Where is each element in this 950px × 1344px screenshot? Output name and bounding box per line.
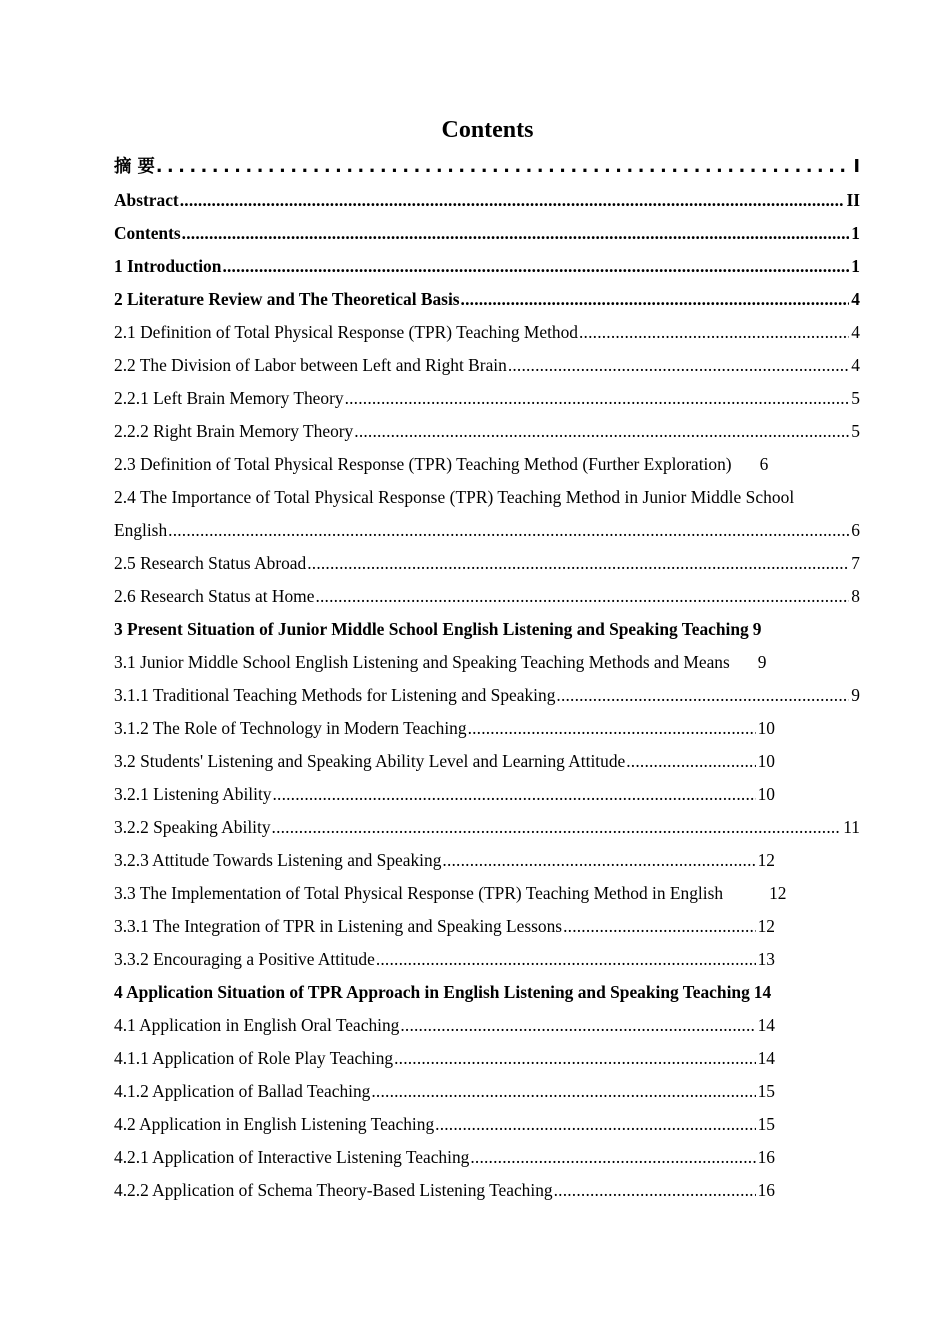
toc-entry <box>114 910 775 943</box>
toc-entry <box>114 217 860 250</box>
dot-leader <box>307 547 849 580</box>
toc-entry-title: 4.1 Application in English Oral Teaching <box>114 1015 400 1035</box>
toc-page-number: 13 <box>757 949 775 969</box>
toc-page-number: 10 <box>757 784 775 804</box>
toc-entry <box>114 184 860 217</box>
toc-page-number: 14 <box>757 1015 775 1035</box>
toc-entry-title: 2.1 Definition of Total Physical Response (TPR) Teaching Method <box>114 322 578 342</box>
dot-leader <box>468 712 756 745</box>
toc-page-number: II <box>846 190 860 210</box>
dot-leader <box>371 1075 755 1108</box>
dot-leader <box>461 283 850 316</box>
table-of-contents <box>114 151 874 1207</box>
toc-entry-title: 2.2.2 Right Brain Memory Theory <box>114 421 354 441</box>
toc-entry <box>114 448 874 481</box>
dot-leader <box>156 151 852 184</box>
toc-entry-title: 3.1.1 Traditional Teaching Methods for Listening and Speaking <box>114 685 556 705</box>
toc-entry <box>114 943 775 976</box>
toc-entry-title: 3.3.1 The Integration of TPR in Listening and Speaking Lessons <box>114 916 563 936</box>
toc-entry-title: 3.1.2 The Role of Technology in Modern Teaching <box>114 718 467 738</box>
toc-entry-title: 3.2.3 Attitude Towards Listening and Speaking <box>114 850 442 870</box>
toc-page-number: 12 <box>757 850 775 870</box>
toc-entry-title: 2.2.1 Left Brain Memory Theory <box>114 388 344 408</box>
toc-entry <box>114 1141 775 1174</box>
toc-entry <box>114 976 874 1009</box>
toc-page-number: 12 <box>769 883 787 903</box>
toc-page-number: 11 <box>843 817 860 837</box>
toc-page-number: 6 <box>851 520 860 540</box>
toc-entry <box>114 151 860 184</box>
toc-entry <box>114 514 860 547</box>
toc-page-number: 4 <box>851 355 860 375</box>
toc-entry-title: 4.2 Application in English Listening Teaching <box>114 1114 435 1134</box>
dot-leader <box>563 910 756 943</box>
toc-page-number: 16 <box>757 1147 775 1167</box>
toc-entry <box>114 877 874 910</box>
dot-leader <box>272 811 842 844</box>
toc-page-number: 10 <box>757 718 775 738</box>
toc-entry-title: 4.2.1 Application of Interactive Listening Teaching <box>114 1147 470 1167</box>
toc-entry-title: 3.1 Junior Middle School English Listening and Speaking Teaching Methods and Means <box>114 652 730 672</box>
toc-page-number: 8 <box>851 586 860 606</box>
dot-leader <box>315 580 849 613</box>
toc-page-number: 14 <box>757 1048 775 1068</box>
toc-entry-title: 4.1.2 Application of Ballad Teaching <box>114 1081 371 1101</box>
toc-page-number: I <box>853 157 860 177</box>
toc-page-number: 10 <box>757 751 775 771</box>
dot-leader <box>554 1174 756 1207</box>
toc-entry <box>114 613 874 646</box>
dot-leader <box>626 745 755 778</box>
toc-page-number: 6 <box>759 454 769 474</box>
toc-entry <box>114 811 860 844</box>
toc-page-number: 4 <box>851 322 860 342</box>
toc-entry-title: 2.3 Definition of Total Physical Response (TPR) Teaching Method (Further Exploration) <box>114 454 732 474</box>
toc-entry <box>114 1009 775 1042</box>
toc-entry-title: 3.2.1 Listening Ability <box>114 784 272 804</box>
dot-leader <box>222 250 849 283</box>
toc-entry-title: 1 Introduction <box>114 256 222 276</box>
toc-entry <box>114 646 874 679</box>
toc-entry <box>114 481 874 514</box>
dot-leader <box>180 184 845 217</box>
dot-leader <box>345 382 850 415</box>
dot-leader <box>435 1108 755 1141</box>
toc-entry-title: English <box>114 520 168 540</box>
toc-entry-title: 摘 要 <box>114 157 155 177</box>
toc-entry-title: Abstract <box>114 190 179 210</box>
toc-entry-title: 3.2 Students' Listening and Speaking Ability Level and Learning Attitude <box>114 751 626 771</box>
dot-leader <box>168 514 849 547</box>
toc-page-number: 15 <box>757 1081 775 1101</box>
toc-entry-title: 3.3 The Implementation of Total Physical Response (TPR) Teaching Method in English <box>114 883 724 903</box>
toc-page-number: 9 <box>752 619 762 639</box>
toc-entry <box>114 844 775 877</box>
page-title: Contents <box>441 117 534 143</box>
toc-entry <box>114 415 860 448</box>
toc-entry <box>114 547 860 580</box>
dot-leader <box>394 1042 756 1075</box>
dot-leader <box>182 217 850 250</box>
toc-entry <box>114 778 775 811</box>
dot-leader <box>579 316 849 349</box>
toc-entry-title: Contents <box>114 223 181 243</box>
toc-entry-title: 2.6 Research Status at Home <box>114 586 315 606</box>
toc-entry-title: 4 Application Situation of TPR Approach in English Listening and Speaking Teaching <box>114 982 750 1002</box>
toc-entry-title: 2.2 The Division of Labor between Left and Right Brain <box>114 355 507 375</box>
toc-entry <box>114 1042 775 1075</box>
toc-entry <box>114 1174 775 1207</box>
toc-entry <box>114 745 775 778</box>
toc-entry-title: 2.4 The Importance of Total Physical Response (TPR) Teaching Method in Junior Middle School <box>114 487 795 507</box>
toc-entry-title: 2.5 Research Status Abroad <box>114 553 307 573</box>
toc-entry <box>114 580 860 613</box>
toc-entry <box>114 712 775 745</box>
toc-entry <box>114 316 860 349</box>
dot-leader <box>556 679 849 712</box>
toc-page-number: 1 <box>851 256 860 276</box>
toc-page-number: 15 <box>757 1114 775 1134</box>
dot-leader <box>376 943 756 976</box>
toc-page-number: 9 <box>851 685 860 705</box>
toc-entry <box>114 250 860 283</box>
toc-entry-title: 2 Literature Review and The Theoretical Basis <box>114 289 460 309</box>
toc-entry <box>114 349 860 382</box>
toc-entry-title: 3.2.2 Speaking Ability <box>114 817 271 837</box>
dot-leader <box>400 1009 755 1042</box>
toc-page-number: 5 <box>851 421 860 441</box>
toc-entry <box>114 1075 775 1108</box>
dot-leader <box>354 415 849 448</box>
toc-entry-title: 3.3.2 Encouraging a Positive Attitude <box>114 949 375 969</box>
toc-page-number: 4 <box>851 289 860 309</box>
toc-page-number: 16 <box>757 1180 775 1200</box>
toc-page-number: 7 <box>851 553 860 573</box>
toc-entry-title: 4.2.2 Application of Schema Theory-Based Listening Teaching <box>114 1180 553 1200</box>
dot-leader <box>470 1141 755 1174</box>
dot-leader <box>442 844 755 877</box>
toc-page-number: 14 <box>753 982 772 1002</box>
dot-leader <box>508 349 849 382</box>
toc-entry <box>114 382 860 415</box>
toc-page-number: 9 <box>757 652 767 672</box>
toc-entry <box>114 679 860 712</box>
dot-leader <box>272 778 755 811</box>
toc-entry <box>114 283 860 316</box>
toc-entry-title: 3 Present Situation of Junior Middle School English Listening and Speaking Teaching <box>114 619 749 639</box>
toc-page-number: 12 <box>757 916 775 936</box>
toc-entry-title: 4.1.1 Application of Role Play Teaching <box>114 1048 394 1068</box>
toc-entry <box>114 1108 775 1141</box>
toc-page-number: 5 <box>851 388 860 408</box>
toc-page-number: 1 <box>851 223 860 243</box>
